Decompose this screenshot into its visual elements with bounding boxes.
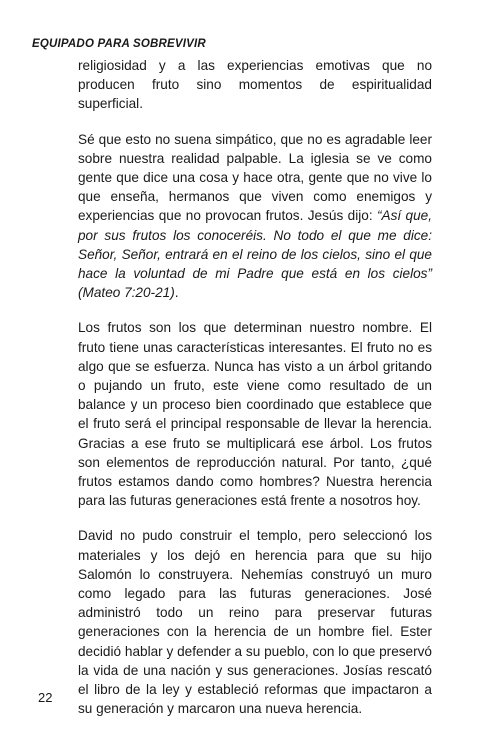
paragraph-1-text: religiosidad y a las experiencias emotivas que no producen fruto sino momentos de espiritualidad superficial. <box>78 58 432 112</box>
paragraph-3-text: Los frutos son los que determinan nuestro nombre. El fruto tiene unas características interesantes. El fruto no es algo que se esfuerza. Nunca has visto a un árbol gritando o pujando un fruto, este viene como resultado de un balance y un proceso bien coordinado que establece que el fruto será el principal responsable de llevar la herencia. Gracias a ese fruto se multiplicará ese árbol. Los frutos son elementos de reproducción natural. Por tanto, ¿qué frutos estamos dando como hombres? Nuestra herencia para las futuras generaciones está frente a nosotros hoy. <box>78 320 432 509</box>
paragraph-1 <box>78 56 432 114</box>
running-head: EQUIPADO PARA SOBREVIVIR <box>32 38 206 50</box>
paragraph-2 <box>78 130 432 303</box>
paragraph-4 <box>78 526 432 718</box>
body-text <box>78 56 432 735</box>
paragraph-2-text: Sé que esto no suena simpático, que no es agradable leer sobre nuestra realidad palpable. La iglesia se ve como gente que dice una cosa y hace otra, gente que no vive lo que enseña, hermanos que viven como enemigos y experiencias que no provocan frutos. Jesús dijo: <box>78 131 432 224</box>
page-number: 22 <box>38 690 53 705</box>
paragraph-3 <box>78 318 432 510</box>
scripture-quote: “Así que, por sus frutos los conoceréis. No todo el que me dice: Señor, Señor, entrará en el reino de los cielos, sino el que hace la voluntad de mi Padre que está en los cielos” (Mateo 7:20-21) <box>78 208 432 301</box>
paragraph-2-tail: . <box>174 285 179 301</box>
paragraph-4-text: David no pudo construir el templo, pero seleccionó los materiales y los dejó en herencia para que su hijo Salomón lo construyera. Nehemías construyó un muro como legado para las futuras generaciones. José administró todo un reino para preservar futuras generaciones con la herencia de un hombre fiel. Ester decidió hablar y defender a su pueblo, con lo que preservó la vida de una nación y sus generaciones. Josías rescató el libro de la ley y estableció reformas que impactaron a su generación y marcaron una nueva herencia. <box>78 528 432 717</box>
